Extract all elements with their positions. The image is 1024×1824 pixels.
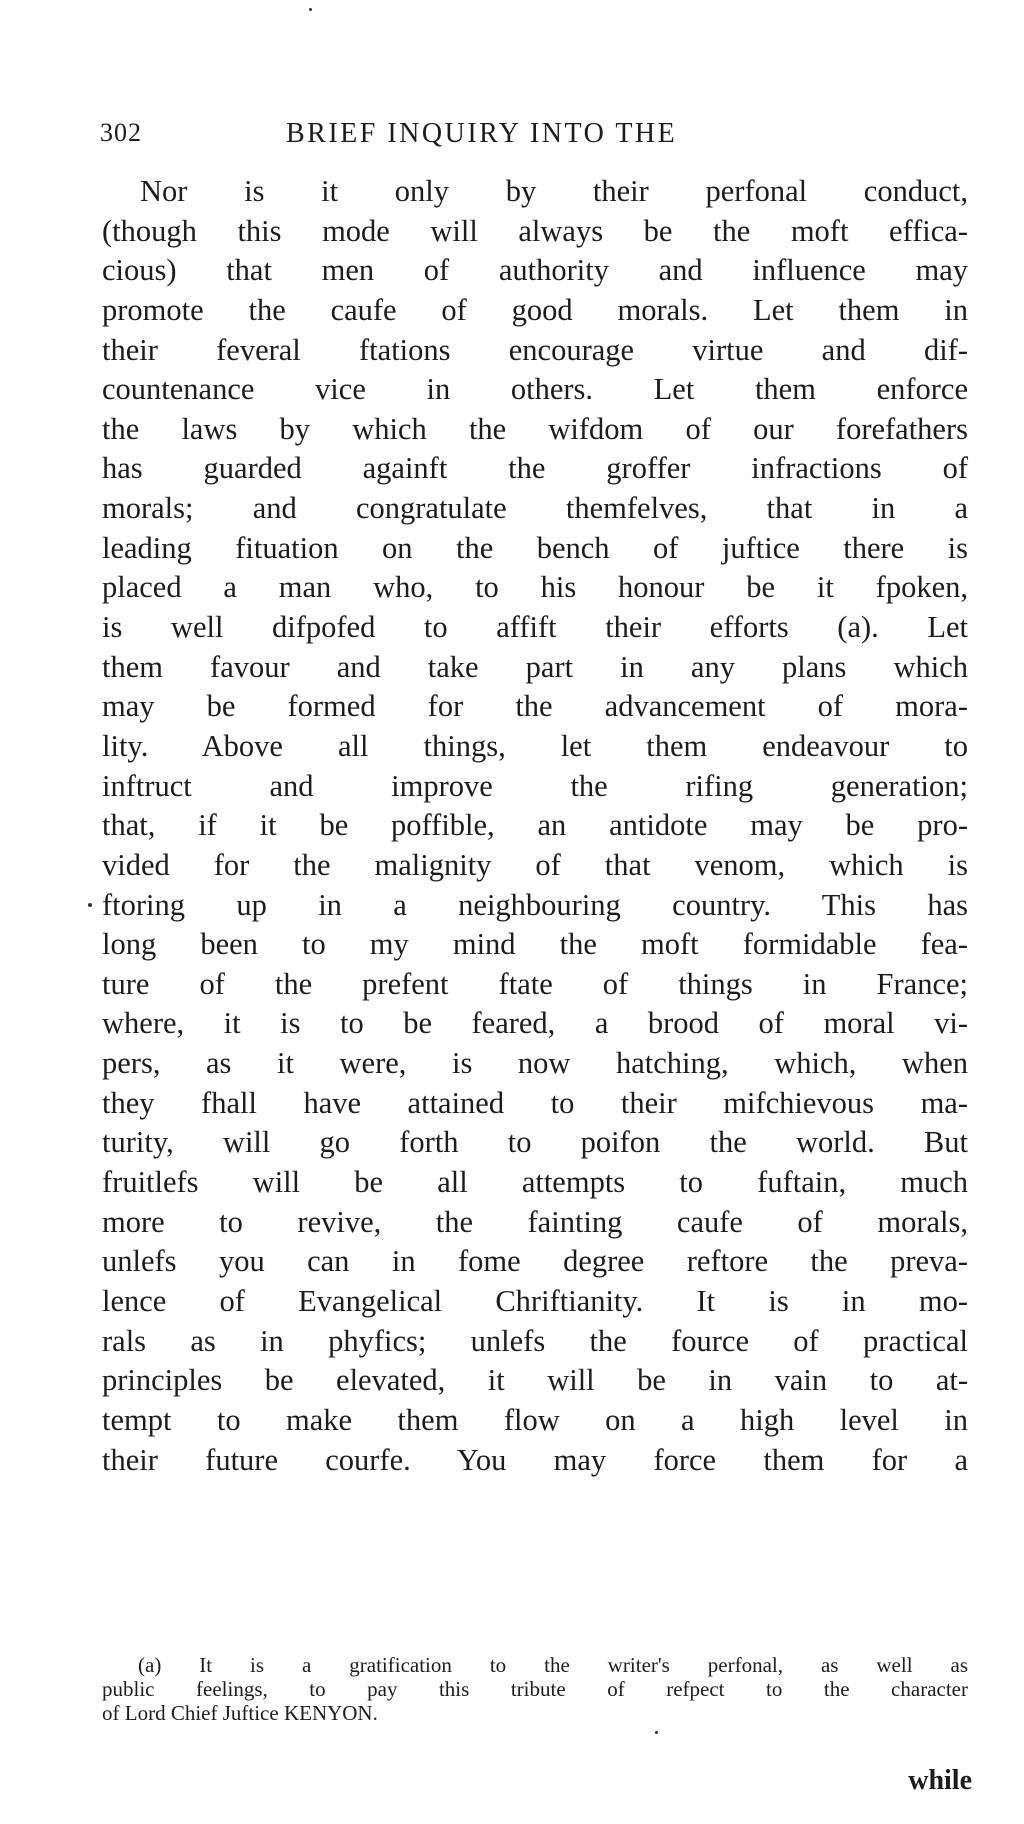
text-line: ture of the prefent ftate of things in France; <box>102 966 968 1001</box>
text-line: Nor is it only by their perfonal conduct, <box>140 174 968 208</box>
text-line: lity. Above all things, let them endeavour to <box>102 728 968 763</box>
text-line: lence of Evangelical Chriftianity. It is in mo- <box>102 1283 968 1318</box>
text-line: has guarded againft the groffer infractions of <box>102 451 968 486</box>
text-line: ftoring up in a neighbouring country. This has <box>102 887 968 922</box>
running-title: BRIEF INQUIRY INTO THE <box>286 118 678 149</box>
text-line: fruitlefs will be all attempts to fuftain, much <box>102 1165 968 1200</box>
text-line: them favour and take part in any plans which <box>102 649 968 684</box>
text-line: pers, as it were, is now hatching, which, when <box>102 1046 968 1081</box>
text-line: promote the caufe of good morals. Let them in <box>102 292 968 327</box>
footnote-line: (a) It is a gratification to the writer's perfonal, as well as <box>138 1653 968 1677</box>
text-line: they fhall have attained to their mifchievous ma- <box>102 1085 968 1120</box>
text-line: where, it is to be feared, a brood of moral vi- <box>102 1006 968 1041</box>
text-line: vided for the malignity of that venom, which is <box>102 847 968 882</box>
text-line: unlefs you can in fome degree reftore the preva- <box>102 1244 968 1279</box>
text-line: leading fituation on the bench of juftice there is <box>102 530 968 565</box>
page-header <box>100 118 960 158</box>
text-line: is well difpofed to affift their efforts (a). Let <box>102 610 968 645</box>
text-line: (though this mode will always be the moft effica- <box>102 213 968 248</box>
text-line: inftruct and improve the rifing generation; <box>102 768 968 803</box>
text-line: morals; and congratulate themfelves, that in a <box>102 491 968 526</box>
ink-speck <box>309 8 312 11</box>
text-line: their feveral ftations encourage virtue and dif- <box>102 332 968 367</box>
text-line: that, if it be poffible, an antidote may be pro- <box>102 808 968 843</box>
footnote-line: of Lord Chief Juftice KENYON. <box>102 1701 378 1725</box>
text-line: turity, will go forth to poifon the world. But <box>102 1125 968 1160</box>
text-line: the laws by which the wifdom of our forefathers <box>102 411 968 446</box>
ink-speck <box>655 1731 658 1734</box>
text-line: placed a man who, to his honour be it fpoken, <box>102 570 968 605</box>
text-line: long been to my mind the moft formidable fea- <box>102 927 968 962</box>
footnote-line: public feelings, to pay this tribute of refpect to the character <box>102 1677 968 1701</box>
text-line: their future courfe. You may force them for a <box>102 1442 968 1477</box>
catchword: while <box>908 1765 972 1796</box>
text-line: cious) that men of authority and influence may <box>102 253 968 288</box>
main-text <box>102 172 968 1480</box>
ink-speck <box>88 903 92 907</box>
text-line: principles be elevated, it will be in vain to at- <box>102 1363 968 1398</box>
text-line: tempt to make them flow on a high level in <box>102 1402 968 1437</box>
text-line: countenance vice in others. Let them enforce <box>102 372 968 407</box>
footnote <box>102 1653 968 1725</box>
page-number: 302 <box>100 118 142 147</box>
text-line: more to revive, the fainting caufe of morals, <box>102 1204 968 1239</box>
text-line: rals as in phyfics; unlefs the fource of practical <box>102 1323 968 1358</box>
text-line: may be formed for the advancement of mora- <box>102 689 968 724</box>
